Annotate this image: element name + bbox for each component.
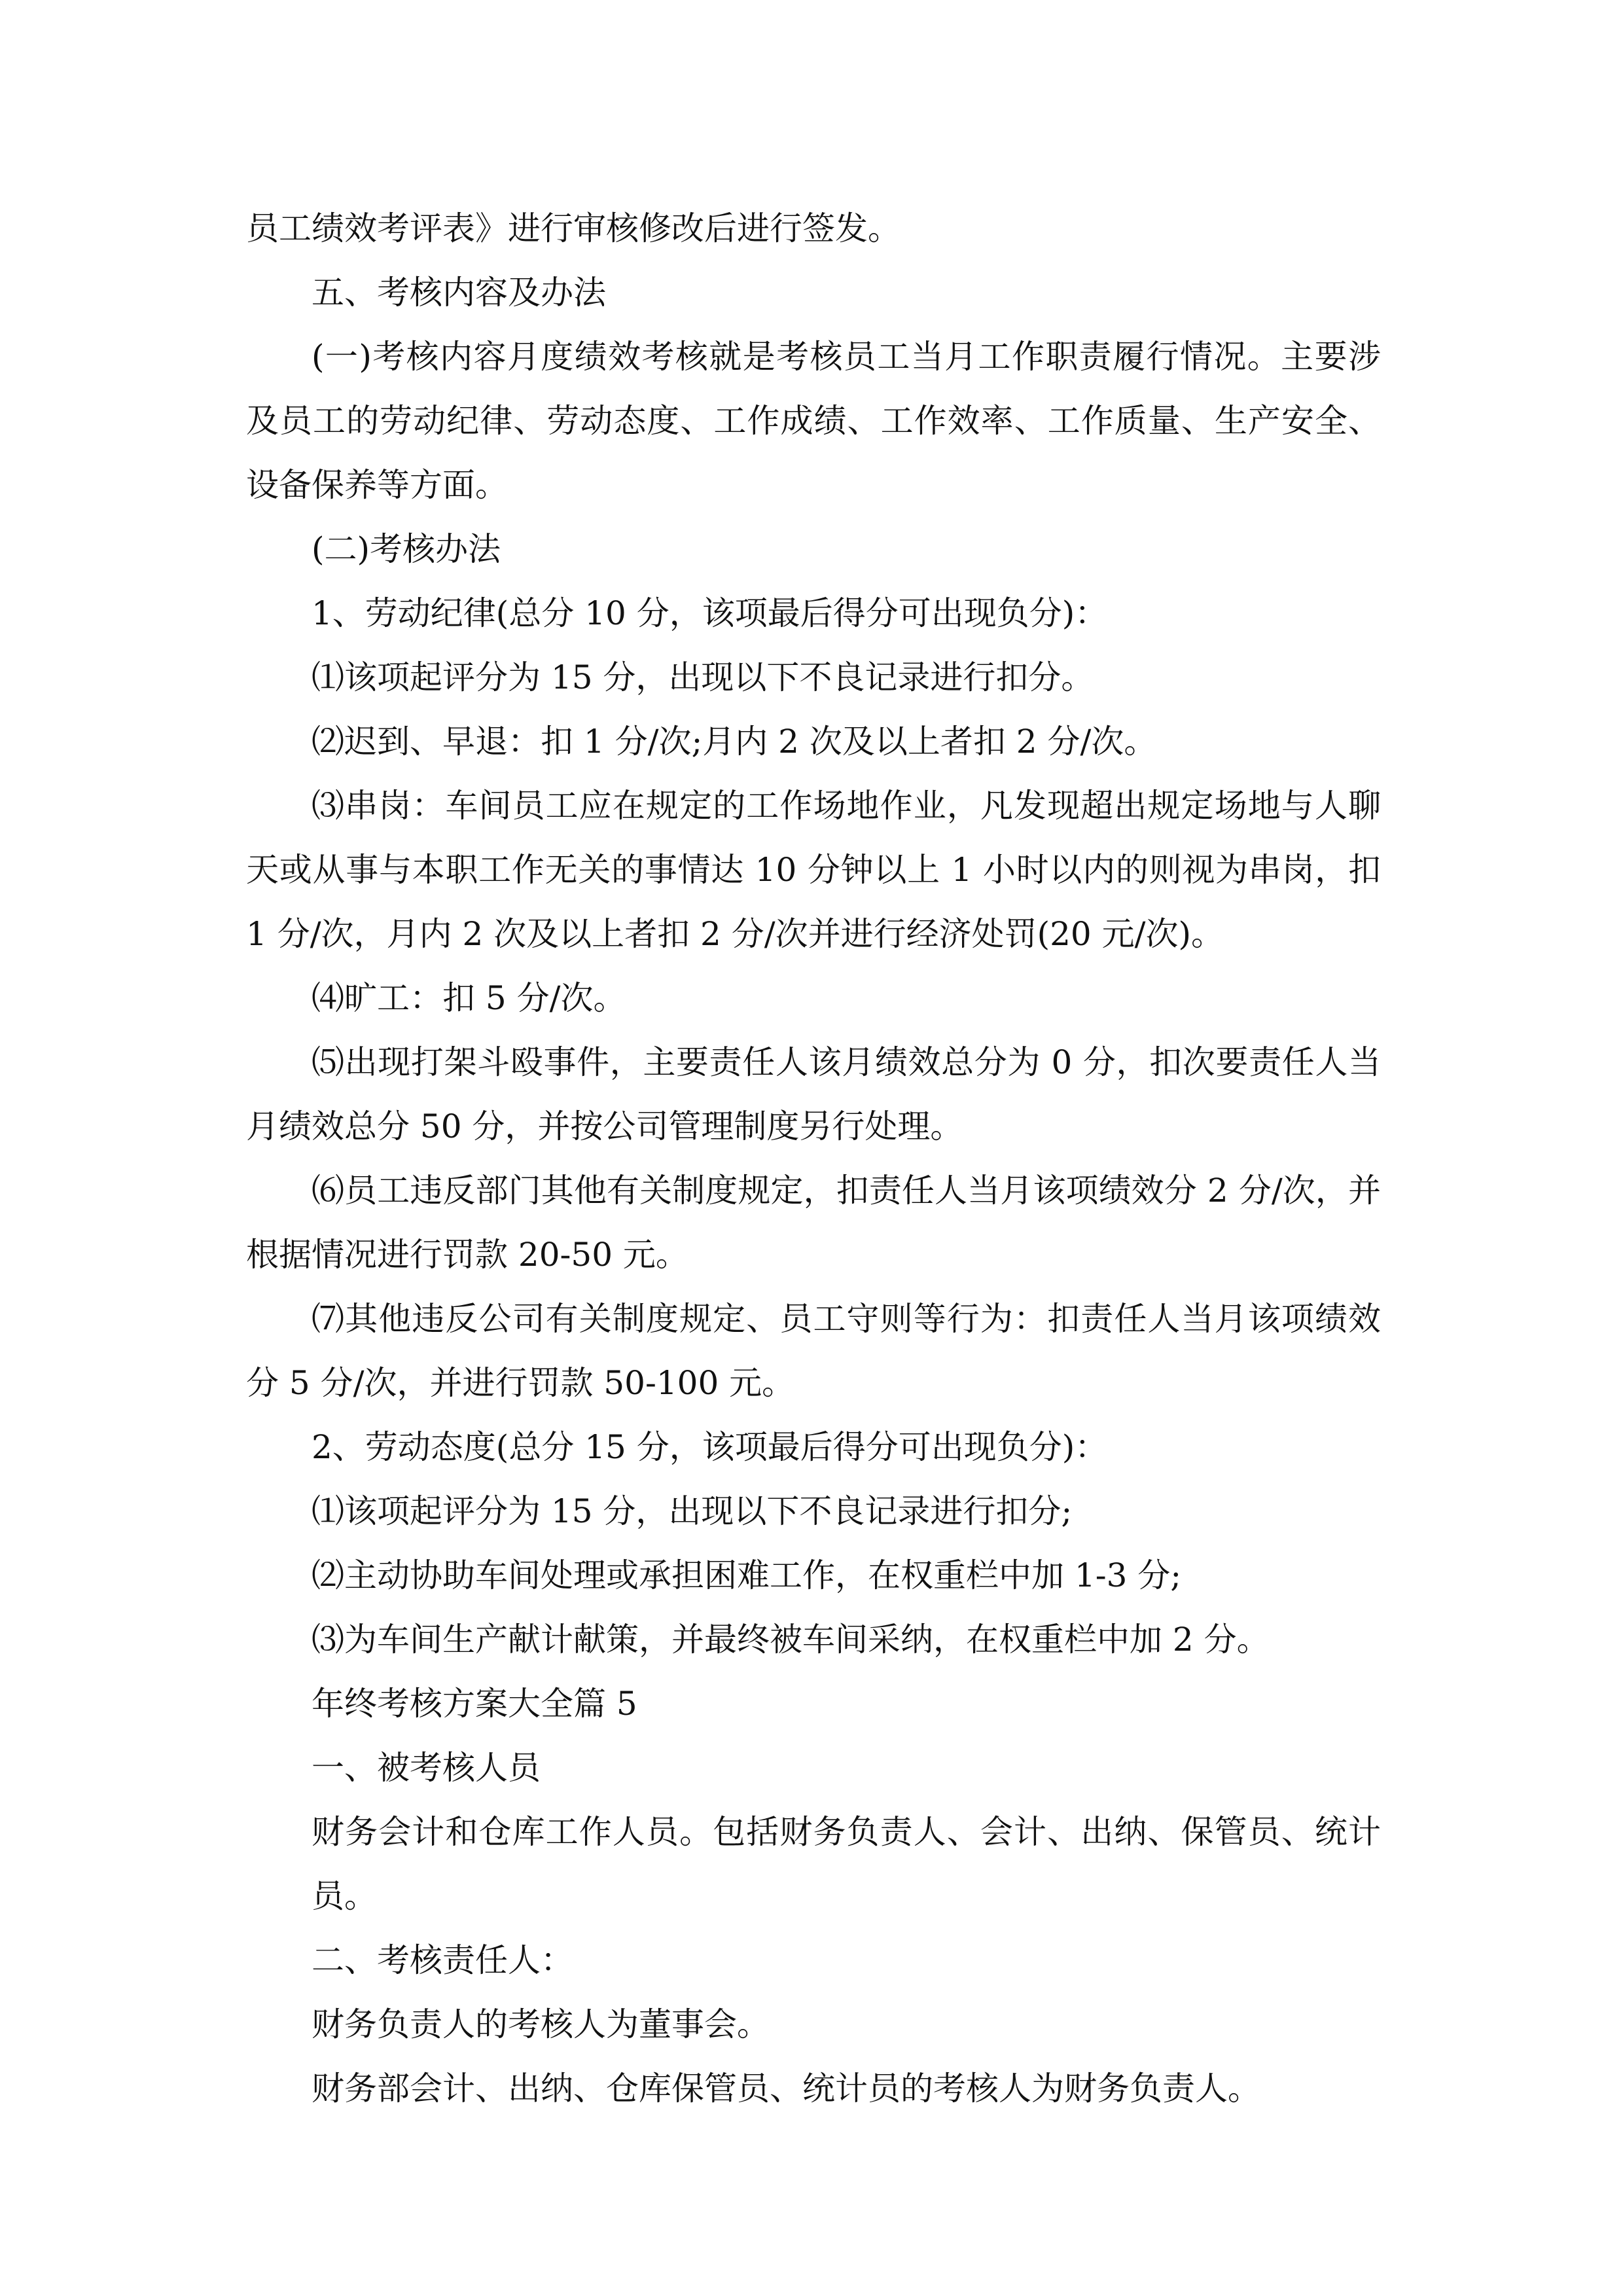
discipline-rule-5: ⑸出现打架斗殴事件，主要责任人该月绩效总分为 0 分，扣次要责任人当月绩效总分 50 分，并按公司管理制度另行处理。 xyxy=(246,1043,1381,1145)
document-body xyxy=(246,196,1381,2121)
discipline-rule-1: ⑴该项起评分为 15 分，出现以下不良记录进行扣分。 xyxy=(312,658,1094,696)
discipline-rule-6: ⑹员工违反部门其他有关制度规定，扣责任人当月该项绩效分 2 分/次，并根据情况进行罚款 20-50 元。 xyxy=(246,1172,1381,1274)
discipline-rule-3: ⑶串岗：车间员工应在规定的工作场地作业，凡发现超出规定场地与人聊天或从事与本职工作无关的事情达 10 分钟以上 1 小时以内的则视为串岗，扣 1 分/次，月内 2 次及以上者扣 2 分/次并进行经济处罚(20 元/次)。 xyxy=(246,787,1381,953)
section-title-part-5: 年终考核方案大全篇 5 xyxy=(312,1685,637,1723)
attitude-rule-2: ⑵主动协助车间处理或承担困难工作，在权重栏中加 1-3 分; xyxy=(312,1556,1182,1594)
paragraph-assessment-content: (一)考核内容月度绩效考核就是考核员工当月工作职责履行情况。主要涉及员工的劳动纪律、劳动态度、工作成绩、工作效率、工作质量、生产安全、设备保养等方面。 xyxy=(246,338,1381,504)
discipline-rule-2: ⑵迟到、早退：扣 1 分/次;月内 2 次及以上者扣 2 分/次。 xyxy=(312,723,1157,761)
attitude-rule-1: ⑴该项起评分为 15 分，出现以下不良记录进行扣分; xyxy=(312,1492,1073,1530)
discipline-rule-7: ⑺其他违反公司有关制度规定、员工守则等行为：扣责任人当月该项绩效分 5 分/次，并进行罚款 50-100 元。 xyxy=(246,1300,1381,1402)
subheading-assessment-method: (二)考核办法 xyxy=(312,530,501,568)
item-labor-discipline: 1、劳动纪律(总分 10 分，该项最后得分可出现负分)： xyxy=(312,594,1108,632)
paragraph-assessed-staff: 财务会计和仓库工作人员。包括财务负责人、会计、出纳、保管员、统计员。 xyxy=(312,1813,1381,1915)
section-heading-content-and-method: 五、考核内容及办法 xyxy=(312,274,606,312)
item-labor-attitude: 2、劳动态度(总分 15 分，该项最后得分可出现负分)： xyxy=(312,1428,1108,1466)
paragraph-assessor-finance-head: 财务部会计、出纳、仓库保管员、统计员的考核人为财务负责人。 xyxy=(312,2070,1260,2108)
attitude-rule-3: ⑶为车间生产献计献策，并最终被车间采纳，在权重栏中加 2 分。 xyxy=(312,1621,1270,1659)
paragraph-assessor-board: 财务负责人的考核人为董事会。 xyxy=(312,2005,770,2043)
heading-assessor: 二、考核责任人： xyxy=(312,1941,573,1979)
discipline-rule-4: ⑷旷工：扣 5 分/次。 xyxy=(312,979,626,1017)
heading-assessed-staff: 一、被考核人员 xyxy=(312,1749,541,1787)
paragraph-continuation: 员工绩效考评表》进行审核修改后进行签发。 xyxy=(246,209,901,247)
